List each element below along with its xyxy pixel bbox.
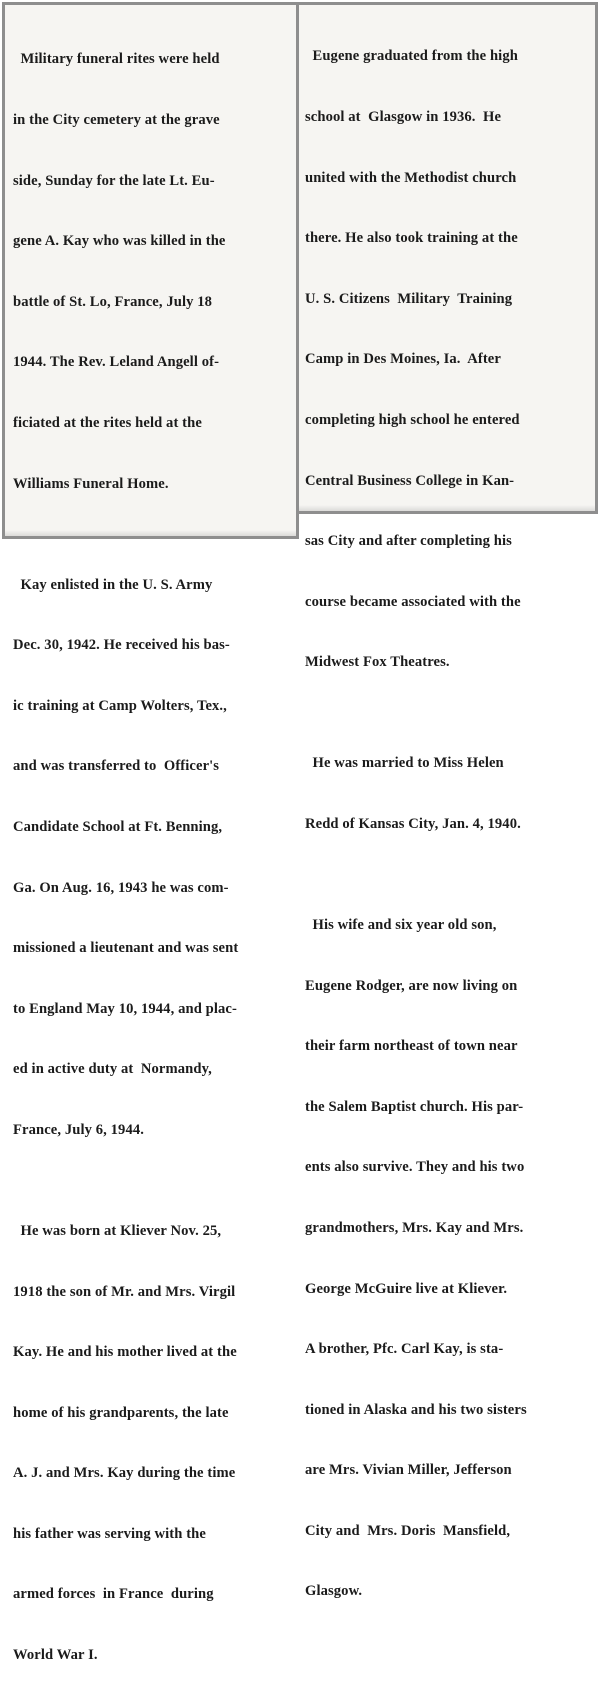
- text-line: ents also survive. They and his two: [305, 1159, 525, 1176]
- column-body: [5, 9, 296, 1706]
- text-line: and was transferred to Officer's: [13, 758, 220, 775]
- text-line: France, July 6, 1944.: [13, 1121, 144, 1138]
- text-line: the Salem Baptist church. His par-: [305, 1098, 524, 1115]
- paragraph-education: [299, 6, 595, 713]
- text-line: to England May 10, 1944, and plac-: [13, 1000, 237, 1017]
- text-line: He was married to Miss Helen: [305, 755, 504, 772]
- text-line: Williams Funeral Home.: [13, 475, 169, 492]
- text-line: Camp in Des Moines, Ia. After: [305, 351, 501, 368]
- text-line: A. J. and Mrs. Kay during the time: [13, 1465, 236, 1482]
- text-line: He was born at Kliever Nov. 25,: [13, 1222, 222, 1239]
- text-line: Eugene graduated from the high: [305, 48, 518, 65]
- article-column-left: [2, 2, 299, 1664]
- text-line: in the City cemetery at the grave: [13, 112, 220, 128]
- paragraph-funeral-rites: [5, 9, 296, 534]
- text-line: home of his grandparents, the late: [13, 1404, 229, 1421]
- paragraph-survivors: [299, 875, 595, 1643]
- text-line: A brother, Pfc. Carl Kay, is sta-: [305, 1341, 504, 1358]
- text-line: Candidate School at Ft. Benning,: [13, 818, 223, 835]
- text-line: course became associated with the: [305, 593, 521, 610]
- text-line: George McGuire live at Kliever.: [305, 1280, 508, 1297]
- text-line: City and Mrs. Doris Mansfield,: [305, 1522, 511, 1539]
- text-line: Glasgow.: [305, 1583, 363, 1600]
- column-body: [299, 6, 595, 1642]
- text-line: united with the Methodist church: [305, 169, 517, 186]
- text-line: ficiated at the rites held at the: [13, 414, 202, 431]
- text-line: 1918 the son of Mr. and Mrs. Virgil: [13, 1283, 236, 1300]
- text-line: World War I.: [13, 1647, 98, 1664]
- text-line: his father was serving with the: [13, 1525, 206, 1542]
- text-line: are Mrs. Vivian Miller, Jefferson: [305, 1462, 512, 1479]
- text-line: gene A. Kay who was killed in the: [13, 233, 226, 250]
- text-line: completing high school he entered: [305, 411, 520, 428]
- text-line: Dec. 30, 1942. He received his bas-: [13, 637, 230, 654]
- paragraph-enlistment: [5, 534, 296, 1180]
- text-line: Midwest Fox Theatres.: [305, 654, 450, 671]
- text-line: Kay. He and his mother lived at the: [13, 1344, 237, 1361]
- text-line: Kay enlisted in the U. S. Army: [13, 576, 213, 593]
- text-line: ed in active duty at Normandy,: [13, 1061, 212, 1078]
- text-line: there. He also took training at the: [305, 230, 518, 247]
- text-line: Military funeral rites were held: [13, 51, 220, 68]
- text-line: school at Glasgow in 1936. He: [305, 109, 502, 125]
- text-line: U. S. Citizens Military Training: [305, 290, 513, 307]
- text-line: side, Sunday for the late Lt. Eu-: [13, 172, 215, 189]
- text-line: 1944. The Rev. Leland Angell of-: [13, 354, 220, 371]
- text-line: Central Business College in Kan-: [305, 472, 515, 489]
- text-line: tioned in Alaska and his two sisters: [305, 1401, 527, 1418]
- text-line: His wife and six year old son,: [305, 916, 497, 933]
- text-line: Eugene Rodger, are now living on: [305, 977, 518, 994]
- text-line: battle of St. Lo, France, July 18: [13, 293, 213, 310]
- text-line: Ga. On Aug. 16, 1943 he was com-: [13, 879, 229, 896]
- text-line: Redd of Kansas City, Jan. 4, 1940.: [305, 815, 521, 832]
- text-line: their farm northeast of town near: [305, 1038, 518, 1055]
- paragraph-birth: [5, 1181, 296, 1706]
- text-line: missioned a lieutenant and was sent: [13, 940, 239, 957]
- article-column-right: [296, 2, 598, 1600]
- text-line: armed forces in France during: [13, 1586, 214, 1603]
- text-line: sas City and after completing his: [305, 533, 512, 550]
- text-line: grandmothers, Mrs. Kay and Mrs.: [305, 1219, 524, 1236]
- text-line: ic training at Camp Wolters, Tex.,: [13, 697, 227, 714]
- paragraph-marriage: [299, 713, 595, 875]
